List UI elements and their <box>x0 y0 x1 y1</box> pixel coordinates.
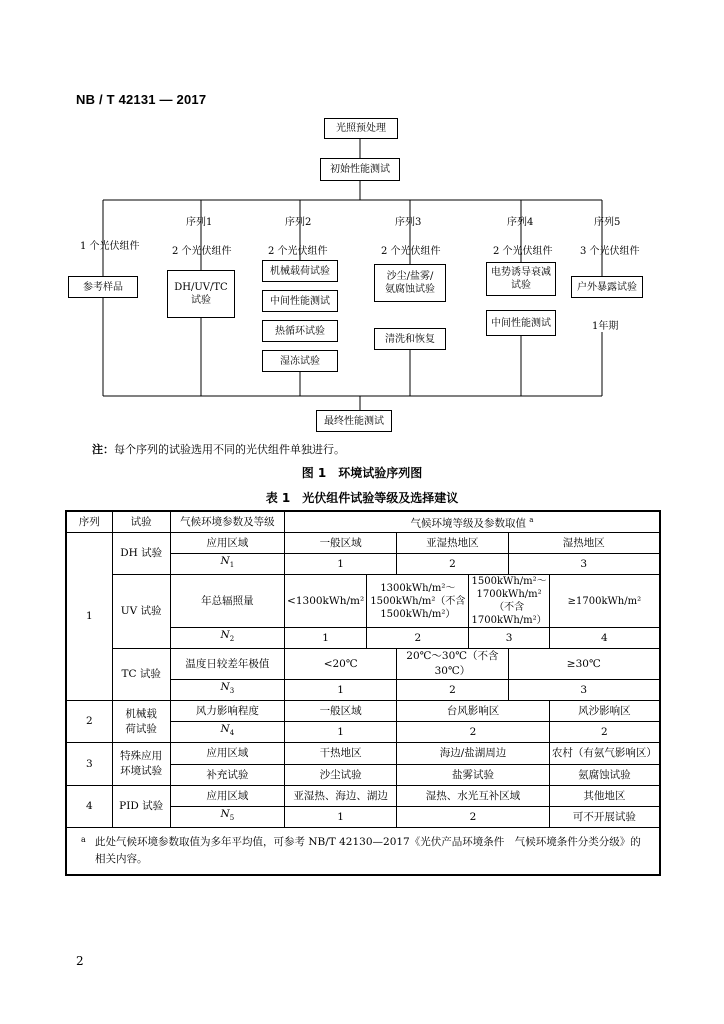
seq-cell: 1 <box>66 533 112 701</box>
table-row <box>66 743 660 765</box>
value-cell: 风沙影响区 <box>549 701 660 722</box>
value-cell: 湿热、水光互补区域 <box>397 786 549 807</box>
col-header-param: 气候环境参数及等级 <box>170 511 284 533</box>
value-cell: ≥1700kWh/m² <box>549 575 660 628</box>
outdoor-exposure-box: 户外暴露试验 <box>571 276 643 298</box>
table-row <box>66 533 660 554</box>
intermediate-test-box: 中间性能测试 <box>486 310 556 336</box>
value-cell: 1 <box>284 722 396 743</box>
sequence-label: 序列4 <box>507 217 534 228</box>
value-cell: 2 <box>549 722 660 743</box>
module-count: 2 个光伏组件 <box>381 246 441 257</box>
note-prefix: 注： <box>92 443 114 456</box>
value-cell: 2 <box>397 554 508 575</box>
standard-number: NB / T 42131 — 2017 <box>76 92 207 107</box>
module-count: 1 个光伏组件 <box>80 241 140 252</box>
param-cell: $N_4$ <box>170 722 284 743</box>
seq-cell: 2 <box>66 701 112 743</box>
module-count: 3 个光伏组件 <box>580 246 640 257</box>
value-cell: 一般区域 <box>284 533 396 554</box>
sequence-label: 序列5 <box>594 217 621 228</box>
figure-caption: 图 1 环境试验序列图 <box>301 466 423 480</box>
seq-cell: 4 <box>66 786 112 828</box>
sequence-label: 序列2 <box>285 217 312 228</box>
final-performance-box: 最终性能测试 <box>316 410 392 432</box>
param-cell: 温度日较差年极值 <box>170 649 284 680</box>
sequence-label: 序列1 <box>186 217 213 228</box>
param-cell: 应用区域 <box>170 533 284 554</box>
value-cell: 氨腐蚀试验 <box>549 765 660 786</box>
value-cell: 亚湿热地区 <box>397 533 508 554</box>
page-number: 2 <box>76 954 84 968</box>
table-caption: 表 1 光伏组件试验等级及选择建议 <box>265 491 459 505</box>
seq-cell: 3 <box>66 743 112 786</box>
table-row <box>66 701 660 722</box>
value-cell: 盐雾试验 <box>397 765 549 786</box>
table-header-row <box>66 511 660 533</box>
value-cell: 台风影响区 <box>397 701 549 722</box>
sand-salt-ammonia-box: 沙尘/盐雾/ 氨腐蚀试验 <box>374 264 446 302</box>
col-header-test: 试验 <box>112 511 170 533</box>
table-row <box>66 575 660 628</box>
value-cell: 2 <box>397 722 549 743</box>
value-cell: 3 <box>469 628 549 649</box>
test-cell: 机械载荷试验 <box>112 701 170 743</box>
dh-uv-tc-box: DH/UV/TC 试验 <box>167 270 235 318</box>
value-cell: 农村（有氨气影响区） <box>549 743 660 765</box>
value-cell: 3 <box>508 680 660 701</box>
module-count: 2 个光伏组件 <box>493 246 553 257</box>
test-level-table <box>65 510 661 876</box>
param-cell: $N_3$ <box>170 680 284 701</box>
test-cell: 特殊应用环境试验 <box>112 743 170 786</box>
col-header-values: 气候环境等级及参数取值 $^a$ <box>284 511 660 533</box>
value-cell: 2 <box>397 807 549 828</box>
test-cell: TC 试验 <box>112 649 170 701</box>
test-cell: DH 试验 <box>112 533 170 575</box>
value-cell: 海边/盐湖周边 <box>397 743 549 765</box>
pid-test-box: 电势诱导衰减 试验 <box>486 262 556 296</box>
mechanical-load-box: 机械载荷试验 <box>262 260 338 282</box>
value-cell: 其他地区 <box>549 786 660 807</box>
param-cell: $N_1$ <box>170 554 284 575</box>
value-cell: 1 <box>284 680 396 701</box>
flow-connectors <box>0 0 724 470</box>
value-cell: <20℃ <box>284 649 396 680</box>
value-cell: 2 <box>367 628 469 649</box>
table-row <box>66 786 660 807</box>
param-cell: $N_2$ <box>170 628 284 649</box>
value-cell: 1 <box>284 628 366 649</box>
table-footnote: a 此处气候环境参数取值为多年平均值，可参考 NB/T 42130—2017《光伏产品环境条件 气候环境条件分类分级》的相关内容。 <box>66 828 660 876</box>
value-cell: 沙尘试验 <box>284 765 396 786</box>
intermediate-test-box: 中间性能测试 <box>262 290 338 312</box>
sequence-label: 序列3 <box>395 217 422 228</box>
figure-note <box>92 441 345 457</box>
table-row <box>66 649 660 680</box>
value-cell: 亚湿热、海边、湖边 <box>284 786 396 807</box>
value-cell: 干热地区 <box>284 743 396 765</box>
value-cell: 湿热地区 <box>508 533 660 554</box>
value-cell: 2 <box>397 680 508 701</box>
param-cell: 风力影响程度 <box>170 701 284 722</box>
initial-performance-box: 初始性能测试 <box>320 158 400 181</box>
value-cell: 1300kWh/m²～1500kWh/m²（不含1500kWh/m²） <box>367 575 469 628</box>
environmental-test-sequence-figure <box>0 0 724 470</box>
value-cell: 1 <box>284 807 396 828</box>
one-year-label: 1年期 <box>592 317 618 332</box>
module-count: 2 个光伏组件 <box>268 246 328 257</box>
note-text: 每个序列的试验选用不同的光伏组件单独进行。 <box>114 443 345 456</box>
col-header-seq: 序列 <box>66 511 112 533</box>
humidity-freeze-box: 湿冻试验 <box>262 350 338 372</box>
param-cell: 年总辐照量 <box>170 575 284 628</box>
param-cell: 应用区域 <box>170 786 284 807</box>
value-cell: 4 <box>549 628 660 649</box>
value-cell: 一般区域 <box>284 701 396 722</box>
value-cell: 20℃～30℃（不含 30℃） <box>397 649 508 680</box>
test-cell: PID 试验 <box>112 786 170 828</box>
param-cell: 补充试验 <box>170 765 284 786</box>
value-cell: 1500kWh/m²～1700kWh/m²（不含1700kWh/m²） <box>469 575 549 628</box>
preconditioning-box: 光照预处理 <box>324 118 398 139</box>
param-cell: $N_5$ <box>170 807 284 828</box>
thermal-cycle-box: 热循环试验 <box>262 320 338 342</box>
reference-sample-box: 参考样品 <box>68 276 138 298</box>
value-cell: ≥30℃ <box>508 649 660 680</box>
value-cell: 可不开展试验 <box>549 807 660 828</box>
test-cell: UV 试验 <box>112 575 170 649</box>
value-cell: 3 <box>508 554 660 575</box>
param-cell: 应用区域 <box>170 743 284 765</box>
value-cell: 1 <box>284 554 396 575</box>
module-count: 2 个光伏组件 <box>172 246 232 257</box>
table-footnote-row <box>66 828 660 876</box>
value-cell: <1300kWh/m² <box>284 575 366 628</box>
cleaning-recovery-box: 清洗和恢复 <box>374 328 446 350</box>
